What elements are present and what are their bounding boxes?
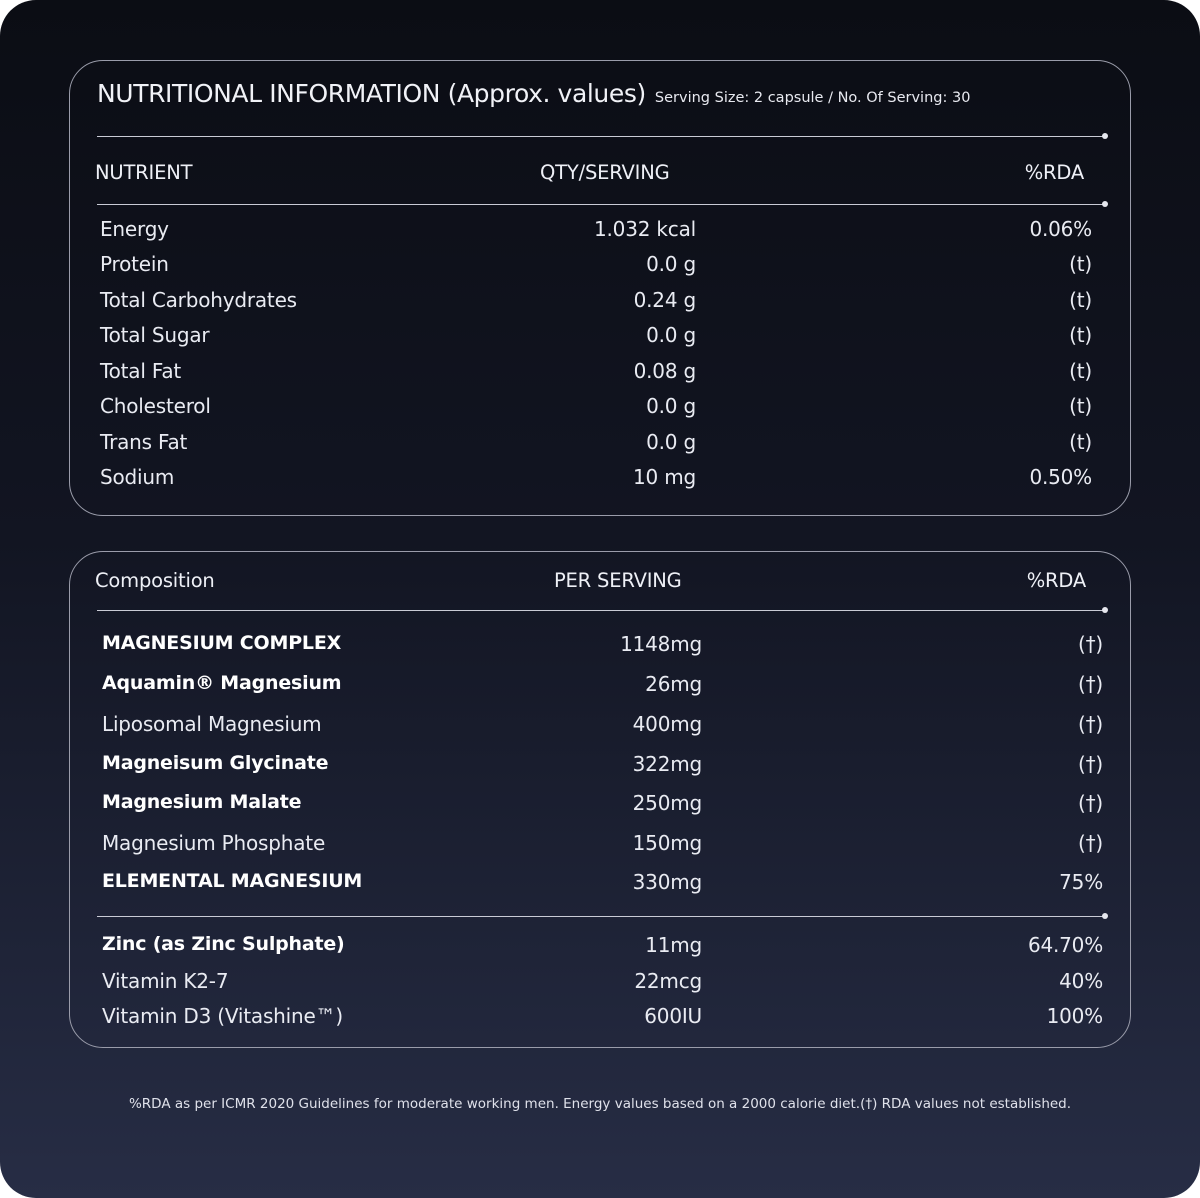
nutrient-name: Total Fat bbox=[100, 359, 182, 383]
table-row bbox=[70, 672, 1132, 702]
table-row bbox=[70, 252, 1132, 282]
table-row bbox=[70, 831, 1132, 861]
nutrient-rda: (t) bbox=[1069, 252, 1092, 276]
nutrient-name: Protein bbox=[100, 252, 169, 276]
ingredient-name: Magneisum Glycinate bbox=[102, 752, 329, 774]
ingredient-rda: (†) bbox=[1077, 752, 1103, 776]
header-per-serving: PER SERVING bbox=[554, 569, 682, 592]
nutrient-name: Energy bbox=[100, 217, 169, 241]
nutrient-qty: 0.0 g bbox=[646, 323, 696, 347]
divider bbox=[97, 204, 1105, 205]
table-row bbox=[70, 632, 1132, 662]
nutrition-title: NUTRITIONAL INFORMATION (Approx. values) bbox=[97, 79, 646, 108]
ingredient-rda: (†) bbox=[1077, 791, 1103, 815]
header-nutrient: NUTRIENT bbox=[95, 161, 193, 184]
nutrient-rda: 0.50% bbox=[1029, 465, 1092, 489]
nutrient-qty: 1.032 kcal bbox=[593, 217, 696, 241]
rda-footnote: %RDA as per ICMR 2020 Guidelines for moderate working men. Energy values based on a 2000 calorie diet.(†) RDA values not established. bbox=[128, 1096, 1072, 1112]
header-qty-serving: QTY/SERVING bbox=[540, 161, 670, 184]
nutrient-qty: 0.24 g bbox=[633, 288, 696, 312]
header-rda: %RDA bbox=[1026, 569, 1086, 592]
table-row bbox=[70, 791, 1132, 821]
nutrient-name: Cholesterol bbox=[100, 394, 211, 418]
nutrient-name: Trans Fat bbox=[100, 430, 188, 454]
ingredient-name: Zinc (as Zinc Sulphate) bbox=[102, 933, 345, 955]
ingredient-qty: 330mg bbox=[632, 870, 702, 894]
ingredient-rda: 40% bbox=[1059, 969, 1103, 993]
serving-info: Serving Size: 2 capsule / No. Of Serving: 30 bbox=[654, 90, 971, 106]
table-row bbox=[70, 870, 1132, 900]
nutrient-name: Total Carbohydrates bbox=[100, 288, 297, 312]
ingredient-qty: 26mg bbox=[645, 672, 702, 696]
nutrient-name: Sodium bbox=[100, 465, 175, 489]
ingredient-name: MAGNESIUM COMPLEX bbox=[102, 632, 342, 654]
header-composition: Composition bbox=[95, 569, 215, 592]
nutrient-qty: 10 mg bbox=[633, 465, 696, 489]
nutrient-rda: (t) bbox=[1069, 323, 1092, 347]
table-row bbox=[70, 217, 1132, 247]
nutrient-qty: 0.0 g bbox=[646, 252, 696, 276]
ingredient-rda: (†) bbox=[1077, 831, 1103, 855]
ingredient-qty: 22mcg bbox=[634, 969, 702, 993]
table-row bbox=[70, 969, 1132, 999]
table-row bbox=[70, 712, 1132, 742]
table-row bbox=[70, 933, 1132, 963]
ingredient-qty: 150mg bbox=[632, 831, 702, 855]
table-row bbox=[70, 430, 1132, 460]
ingredient-qty: 400mg bbox=[632, 712, 702, 736]
table-row bbox=[70, 288, 1132, 318]
ingredient-rda: 75% bbox=[1059, 870, 1103, 894]
ingredient-name: Magnesium Malate bbox=[102, 791, 302, 813]
nutrient-name: Total Sugar bbox=[100, 323, 210, 347]
ingredient-qty: 250mg bbox=[632, 791, 702, 815]
nutrient-rda: (t) bbox=[1069, 430, 1092, 454]
header-rda: %RDA bbox=[1024, 161, 1084, 184]
ingredient-rda: (†) bbox=[1077, 632, 1103, 656]
ingredient-name: Liposomal Magnesium bbox=[102, 712, 322, 736]
nutrient-rda: (t) bbox=[1069, 394, 1092, 418]
table-row bbox=[70, 1004, 1132, 1034]
ingredient-rda: (†) bbox=[1077, 712, 1103, 736]
nutrition-title-row bbox=[97, 79, 970, 108]
table-row bbox=[70, 359, 1132, 389]
ingredient-name: Magnesium Phosphate bbox=[102, 831, 326, 855]
nutrient-rda: (t) bbox=[1069, 359, 1092, 383]
divider bbox=[97, 610, 1105, 611]
nutrient-qty: 0.0 g bbox=[646, 430, 696, 454]
table-row bbox=[70, 394, 1132, 424]
table-row bbox=[70, 465, 1132, 495]
table-row bbox=[70, 323, 1132, 353]
nutritional-information-panel bbox=[69, 60, 1131, 516]
ingredient-qty: 322mg bbox=[632, 752, 702, 776]
ingredient-name: Vitamin D3 (Vitashine™) bbox=[102, 1004, 343, 1028]
ingredient-qty: 11mg bbox=[645, 933, 702, 957]
nutrient-qty: 0.0 g bbox=[646, 394, 696, 418]
composition-panel bbox=[69, 551, 1131, 1048]
ingredient-qty: 1148mg bbox=[620, 632, 702, 656]
ingredient-rda: 100% bbox=[1046, 1004, 1103, 1028]
nutrient-rda: (t) bbox=[1069, 288, 1092, 312]
divider bbox=[97, 136, 1105, 137]
ingredient-rda: (†) bbox=[1077, 672, 1103, 696]
table-row bbox=[70, 752, 1132, 782]
divider bbox=[97, 916, 1105, 917]
ingredient-name: Vitamin K2-7 bbox=[102, 969, 229, 993]
nutrient-rda: 0.06% bbox=[1029, 217, 1092, 241]
ingredient-name: Aquamin® Magnesium bbox=[102, 672, 342, 694]
ingredient-qty: 600IU bbox=[644, 1004, 702, 1028]
ingredient-rda: 64.70% bbox=[1027, 933, 1103, 957]
ingredient-name: ELEMENTAL MAGNESIUM bbox=[102, 870, 363, 892]
nutrient-qty: 0.08 g bbox=[633, 359, 696, 383]
